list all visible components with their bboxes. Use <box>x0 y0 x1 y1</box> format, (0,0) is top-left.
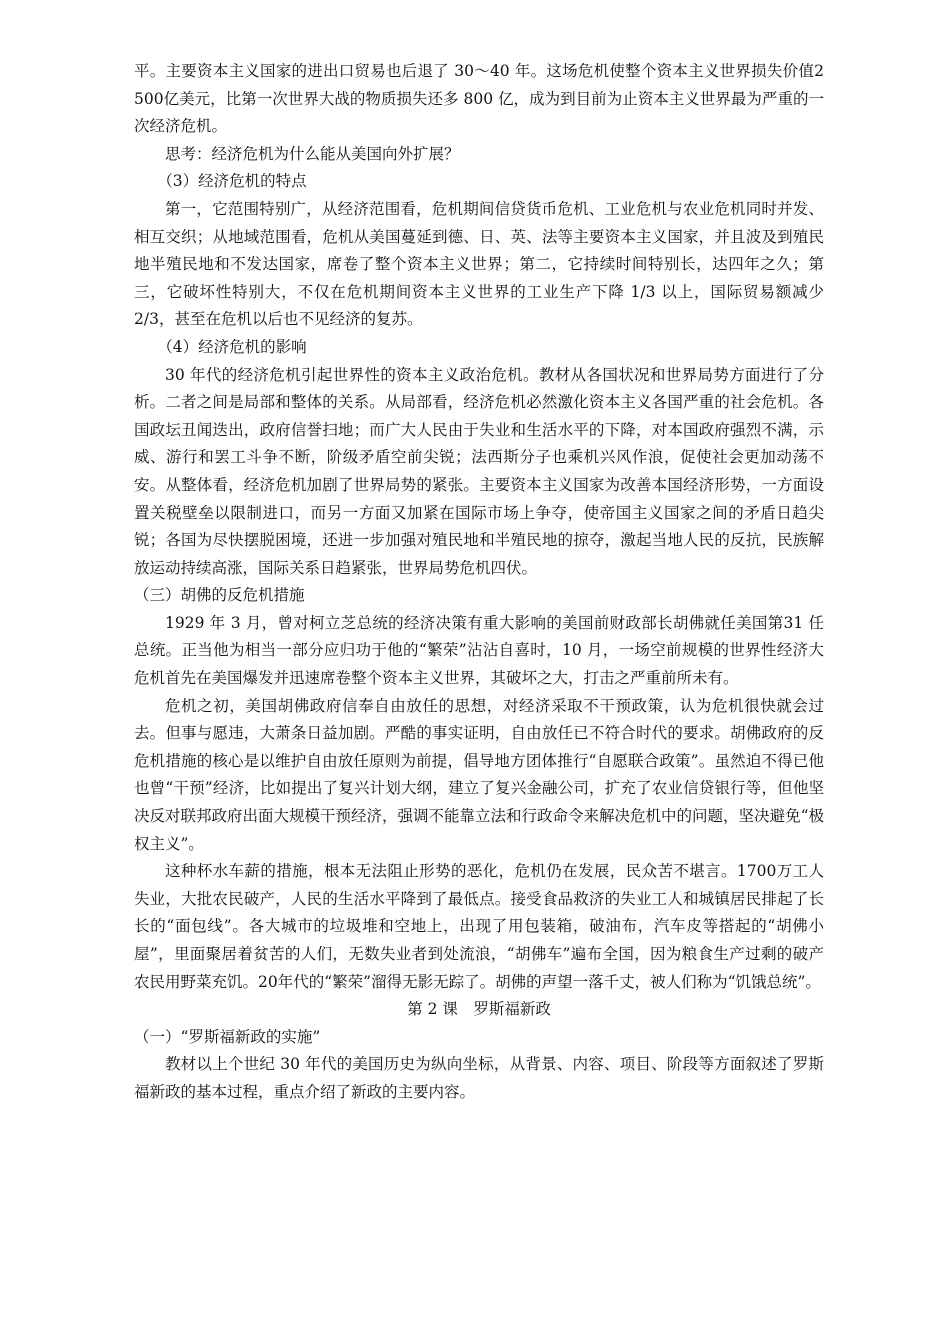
subheading-crisis-features: （3）经济危机的特点 <box>157 172 307 191</box>
paragraph-hoover-policy: 危机之初，美国胡佛政府信奉自由放任的思想，对经济采取不干预政策，认为危机很快就会过去。但事与愿违，大萧条日益加剧。严酷的事实证明，自由放任已不符合时代的要求。胡佛政府的反危机措施的核心是以维护自由放任原则为前提，倡导地方团体推行“自愿联合政策”。虽然迫不得已他也曾“干预”经济，比如提出了复兴计划大纲，建立了复兴金融公司，扩充了农业信贷银行等，但他坚决反对联邦政府出面大规模干预经济，强调不能靠立法和行政命令来解决危机中的问题，坚决避免“极权主义”。 <box>134 696 824 853</box>
lesson-title: 第 2 课 罗斯福新政 <box>407 1000 551 1019</box>
paragraph-crisis-features: 第一，它范围特别广，从经济范围看，危机期间信贷货币危机、工业危机与农业危机同时并发、相互交织；从地域范围看，危机从美国蔓延到德、日、英、法等主要资本主义国家，并且波及到殖民地半殖民地和不发达国家，席卷了整个资本主义世界；第二，它持续时间特别长，达四年之久；第三，它破坏性特别大，不仅在危机期间资本主义世界的工业生产下降 1/3 以上，国际贸易额减少 2/3，甚至在危机以后也不见经济的复苏。 <box>134 199 824 329</box>
section-heading-new-deal: （一）“罗斯福新政的实施” <box>134 1027 321 1046</box>
paragraph-crisis-impact: 30 年代的经济危机引起世界性的资本主义政治危机。教材从各国状况和世界局势方面进行了分析。二者之间是局部和整体的关系。从局部看，经济危机必然激化资本主义各国严重的社会危机。各国政坛丑闻迭出，政府信誉扫地；而广大人民由于失业和生活水平的下降，对本国政府强烈不满，示威、游行和罢工斗争不断，阶级矛盾空前尖锐；法西斯分子也乘机兴风作浪，促使社会更加动荡不安。从整体看，经济危机加剧了世界局势的紧张。主要资本主义国家为改善本国经济形势，一方面设置关税壁垒以限制进口，而另一方面又加紧在国际市场上争夺，使帝国主义国家之间的矛盾日趋尖锐；各国为尽快摆脱困境，还进一步加强对殖民地和半殖民地的掠夺，激起当地人民的反抗，民族解放运动持续高涨，国际关系日趋紧张，世界局势危机四伏。 <box>134 365 824 577</box>
paragraph-crisis-loss: 平。主要资本主义国家的进出口贸易也后退了 30～40 年。这场危机使整个资本主义世界损失价值2 500亿美元，比第一次世界大战的物质损失还多 800 亿，成为到目前为止资本主义世界最为严重的一次经济危机。 <box>134 62 824 136</box>
paragraph-hoover-inauguration: 1929 年 3 月，曾对柯立芝总统的经济决策有重大影响的美国前财政部长胡佛就任美国第31 任总统。正当他为相当一部分应归功于他的“繁荣”沾沾自喜时，10 月，一场空前规模的世界性经济大危机首先在美国爆发并迅速席卷整个资本主义世界，其破坏之大，打击之严重前所未有。 <box>134 613 824 688</box>
section-heading-hoover: （三）胡佛的反危机措施 <box>134 586 305 605</box>
document-page <box>134 58 824 1107</box>
thinking-question: 思考：经济危机为什么能从美国向外扩展？ <box>165 144 460 163</box>
paragraph-new-deal-intro: 教材以上个世纪 30 年代的美国历史为纵向坐标，从背景、内容、项目、阶段等方面叙述了罗斯福新政的基本过程，重点介绍了新政的主要内容。 <box>134 1055 824 1101</box>
subheading-crisis-impact: （4）经济危机的影响 <box>157 337 307 356</box>
paragraph-hoover-outcome: 这种杯水车薪的措施，根本无法阻止形势的恶化，危机仍在发展，民众苦不堪言。1700万工人失业，大批农民破产，人民的生活水平降到了最低点。接受食品救济的失业工人和城镇居民排起了长长的“面包线”。各大城市的垃圾堆和空地上，出现了用包装箱，破油布，汽车皮等搭起的“胡佛小屋”，里面聚居着贫苦的人们，无数失业者到处流浪，“胡佛车”遍布全国，因为粮食生产过剩的破产农民用野菜充饥。20年代的“繁荣”溜得无影无踪了。胡佛的声望一落千丈，被人们称为“饥饿总统”。 <box>134 862 824 991</box>
